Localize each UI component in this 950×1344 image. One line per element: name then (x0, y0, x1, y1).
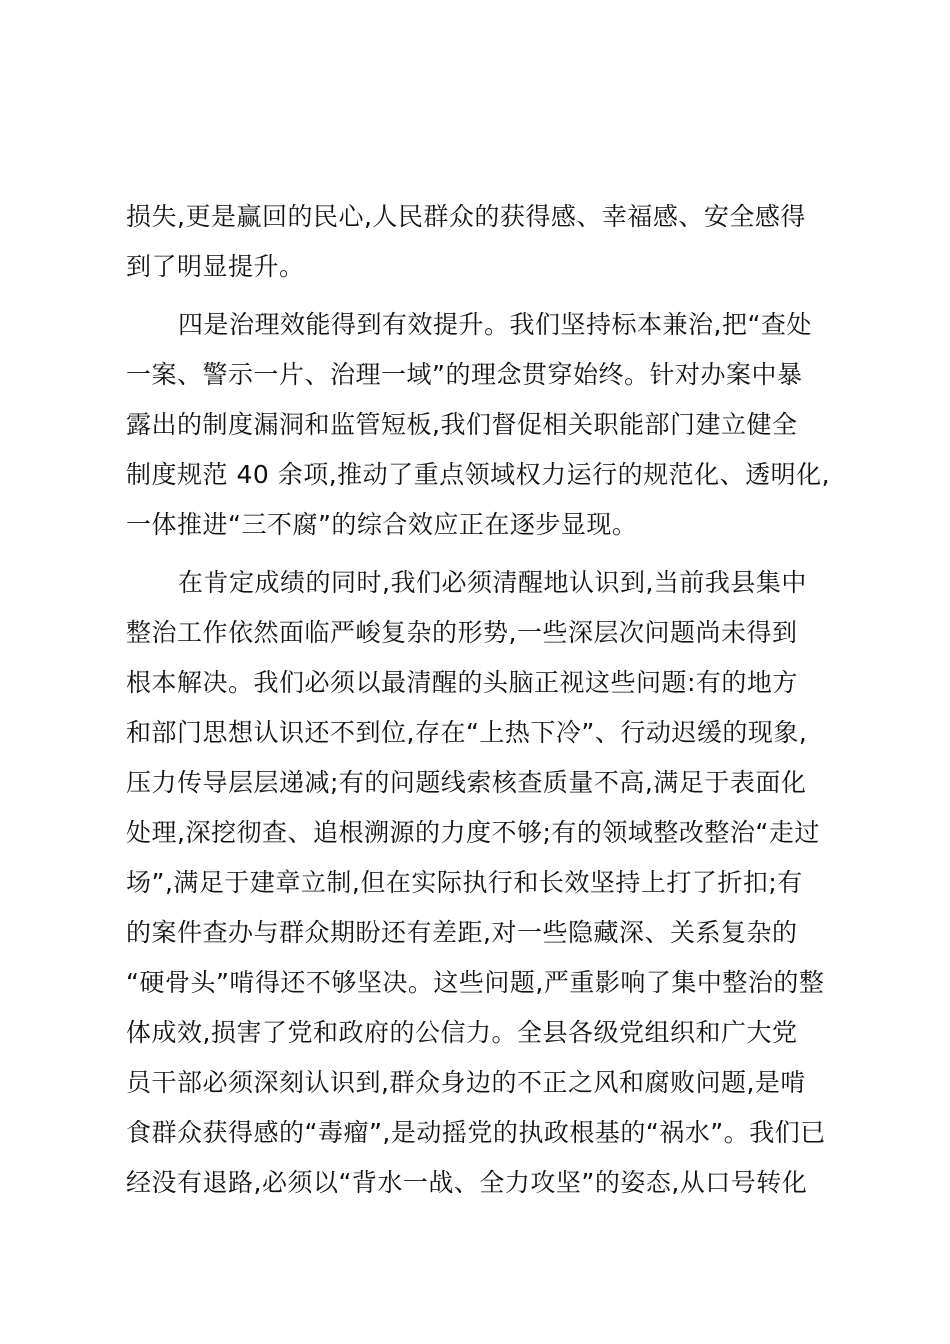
text-line: 四是治理效能得到有效提升。我们坚持标本兼治,把“查处 (178, 310, 812, 339)
text-line: 在肯定成绩的同时,我们必须清醒地认识到,当前我县集中 (178, 568, 807, 597)
text-line: 场”,满足于建章立制,但在实际执行和长效坚持上打了折扣;有 (126, 868, 803, 897)
text-line: 经没有退路,必须以“背水一战、全力攻坚”的姿态,从口号转化 (126, 1168, 808, 1197)
text-line: 处理,深挖彻查、追根溯源的力度不够;有的领域整改整治“走过 (126, 818, 820, 847)
paragraph-3 (126, 558, 826, 1208)
text-line: 员干部必须深刻认识到,群众身边的不正之风和腐败问题,是啃 (126, 1068, 806, 1097)
text-line: 露出的制度漏洞和监管短板,我们督促相关职能部门建立健全 (126, 410, 798, 439)
text-line: 整治工作依然面临严峻复杂的形势,一些深层次问题尚未得到 (126, 618, 798, 647)
text-line: 一体推进“三不腐”的综合效应正在逐步显现。 (126, 510, 638, 539)
text-line: 的案件查办与群众期盼还有差距,对一些隐藏深、关系复杂的 (126, 918, 798, 947)
text-line: 损失,更是赢回的民心,人民群众的获得感、幸福感、安全感得 (126, 202, 806, 231)
paragraph-2 (126, 300, 831, 550)
text-line: 根本解决。我们必须以最清醒的头脑正视这些问题:有的地方 (126, 668, 798, 697)
text-line: 到了明显提升。 (126, 252, 305, 281)
text-line: 体成效,损害了党和政府的公信力。全县各级党组织和广大党 (126, 1018, 798, 1047)
text-line: 食群众获得感的“毒瘤”,是动摇党的执政根基的“祸水”。我们已 (126, 1118, 826, 1147)
text-line: 制度规范 40 余项,推动了重点领域权力运行的规范化、透明化, (126, 460, 831, 489)
paragraph-1 (126, 192, 826, 292)
text-line: “硬骨头”啃得还不够坚决。这些问题,严重影响了集中整治的整 (126, 968, 825, 997)
text-line: 一案、警示一片、治理一域”的理念贯穿始终。针对办案中暴 (126, 360, 803, 389)
document-body (126, 192, 831, 1216)
text-line: 和部门思想认识还不到位,存在“上热下冷”、行动迟缓的现象, (126, 718, 808, 747)
text-line: 压力传导层层递减;有的问题线索核查质量不高,满足于表面化 (126, 768, 807, 797)
